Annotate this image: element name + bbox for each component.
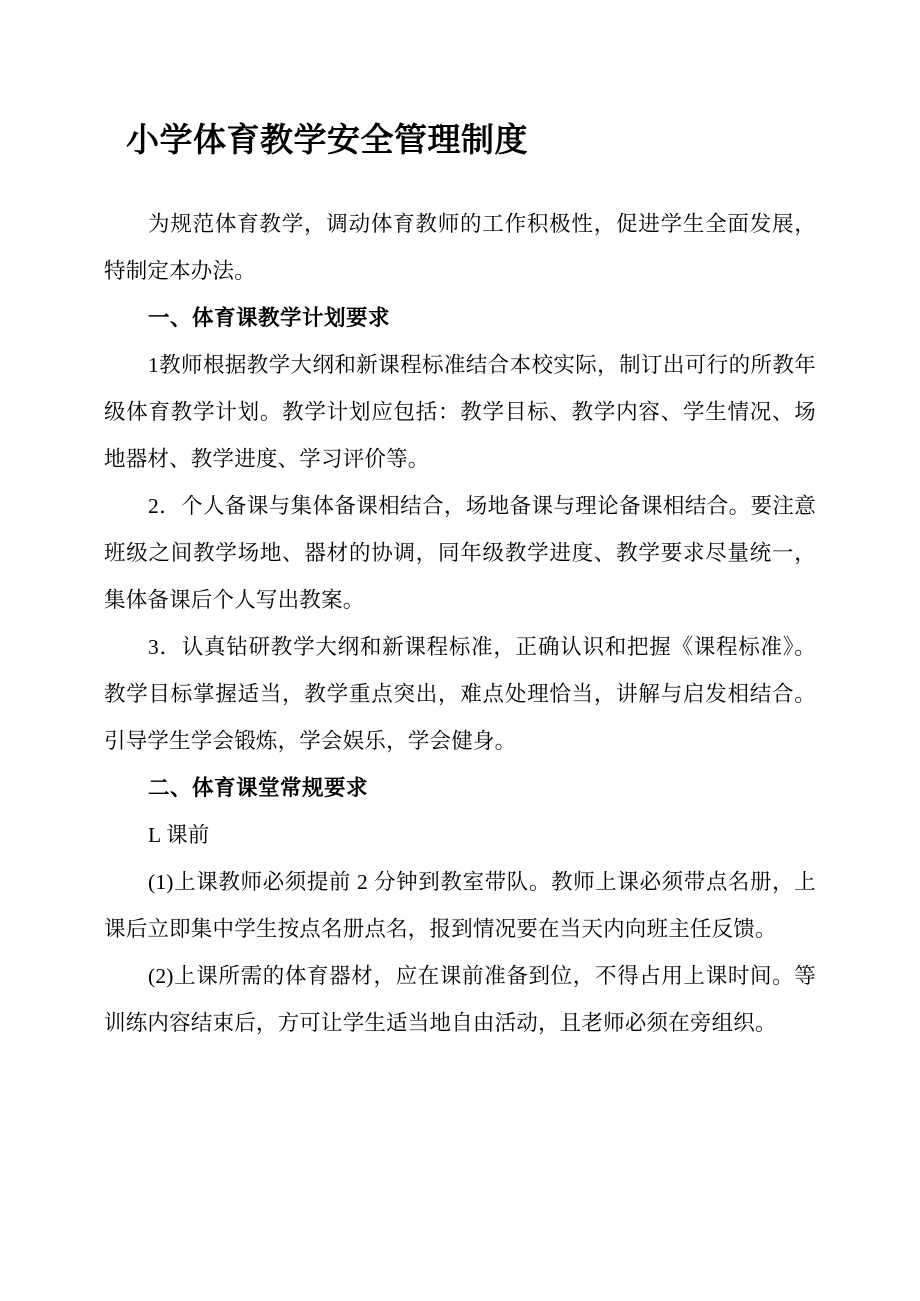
section-heading-2: 二、体育课堂常规要求	[148, 775, 369, 801]
section1-item-3: 3．认真钻研教学大纲和新课程标准，正确认识和把握《课程标准》。教学目标掌握适当，教学重点突出，难点处理恰当，讲解与启发相结合。引导学生学会锻炼，学会娱乐，学会健身。	[104, 634, 816, 753]
section1-item-2: 2．个人备课与集体备课相结合，场地备课与理论备课相结合。要注意班级之间教学场地、器材的协调，同年级教学进度、教学要求尽量统一，集体备课后个人写出教案。	[104, 493, 816, 612]
section-heading-1: 一、体育课教学计划要求	[148, 305, 391, 331]
intro-paragraph: 为规范体育教学，调动体育教师的工作积极性，促进学生全面发展，特制定本办法。	[104, 211, 816, 283]
section2-item-1-sub-2: (2)上课所需的体育器材，应在课前准备到位，不得占用上课时间。等训练内容结束后，方可让学生适当地自由活动，且老师必须在旁组织。	[104, 963, 816, 1035]
section1-item-1: 1教师根据教学大纲和新课程标准结合本校实际，制订出可行的所教年级体育教学计划。教学计划应包括：教学目标、教学内容、学生情况、场地器材、教学进度、学习评价等。	[104, 352, 816, 471]
section2-item-1: L 课前	[148, 822, 210, 847]
page-title: 小学体育教学安全管理制度	[126, 120, 528, 159]
section2-item-1-sub-1: (1)上课教师必须提前 2 分钟到教室带队。教师上课必须带点名册，上课后立即集中学生按点名册点名，报到情况要在当天内向班主任反馈。	[104, 869, 816, 941]
